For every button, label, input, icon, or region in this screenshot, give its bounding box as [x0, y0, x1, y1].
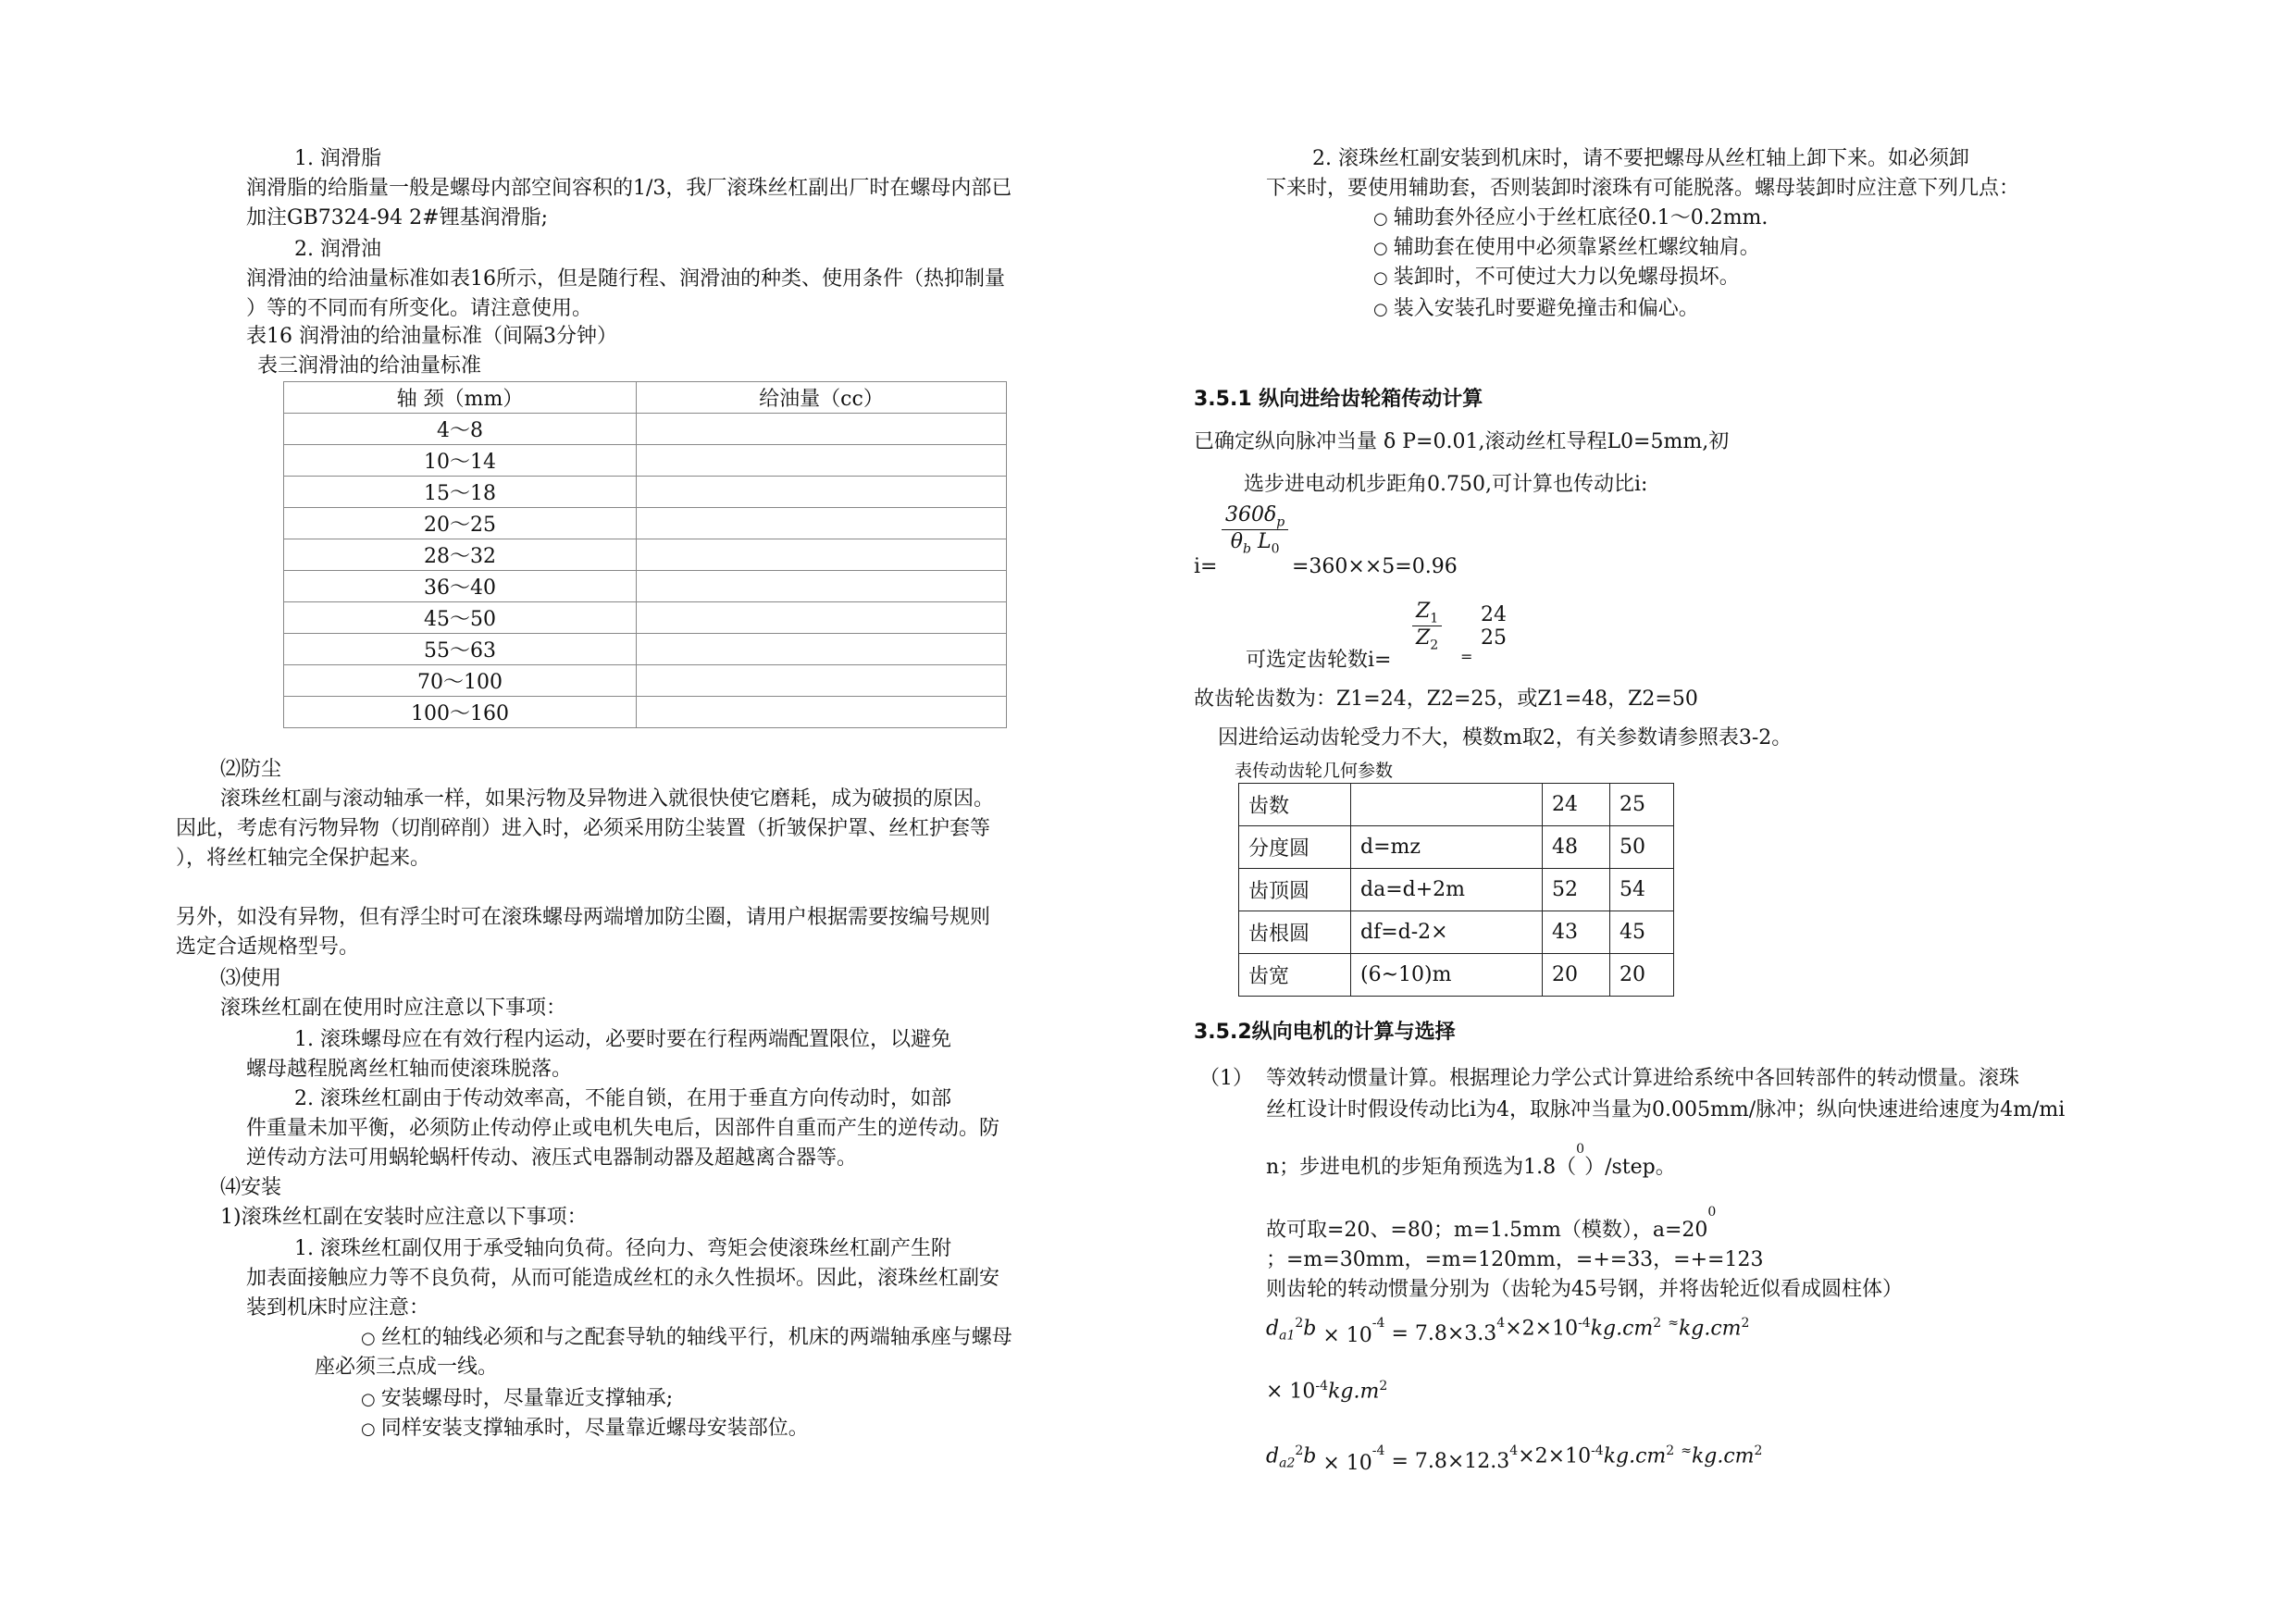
- bullet-icon: ○: [1373, 268, 1388, 288]
- table-row: [284, 634, 1007, 665]
- table-cell: 52: [1543, 869, 1610, 911]
- table-cell: 20: [1610, 954, 1674, 997]
- list-item: ○ 辅助套外径应小于丝杠底径0.1～0.2mm.: [1373, 206, 1769, 229]
- table-caption: 表三润滑油的给油量标准: [257, 354, 482, 378]
- paragraph-line: 滚珠丝杠副与滚动轴承一样，如果污物及异物进入就很快使它磨耗，成为破损的原因。: [220, 787, 995, 811]
- paragraph-line: 因进给运动齿轮受力不大，模数m取2，有关参数请参照表3-2。: [1218, 726, 1793, 750]
- formula-fraction: $\frac{Z_1}{Z_2}$: [1412, 600, 1442, 653]
- table-row: [284, 602, 1007, 634]
- table-cell: [637, 414, 1007, 445]
- bullet-icon: ○: [361, 1329, 376, 1348]
- paragraph-line: 下来时，要使用辅助套，否则装卸时滚珠有可能脱落。螺母装卸时应注意下列几点：: [1266, 177, 2020, 200]
- table-cell: 54: [1610, 869, 1674, 911]
- table-cell: 45: [1610, 911, 1674, 954]
- table-cell: 10～14: [284, 445, 637, 477]
- formula-text: =360××5=0.96: [1292, 555, 1458, 578]
- table-row: [284, 477, 1007, 508]
- paragraph-line: 选定合适规格型号。: [176, 935, 360, 959]
- table-row: [1239, 784, 1674, 826]
- paragraph-line: ；=m=30mm，=m=120mm，=+=33，=+=123: [1266, 1248, 1764, 1271]
- section-heading-dustproof: ⑵防尘: [220, 758, 282, 781]
- bullet-icon: ○: [1373, 300, 1388, 319]
- table-cell: 4～8: [284, 414, 637, 445]
- table-cell: 25: [1610, 784, 1674, 826]
- table-cell: 28～32: [284, 539, 637, 571]
- heading-lubricant-grease: 1. 润滑脂: [294, 147, 381, 170]
- paragraph-line: 已确定纵向脉冲当量 δ P=0.01,滚动丝杠导程L0=5mm,初: [1194, 430, 1730, 453]
- paragraph-line: 丝杠设计时假设传动比i为4，取脉冲当量为0.005mm/脉冲；纵向快速进给速度为4m/mi: [1266, 1098, 2066, 1121]
- paragraph-line: 则齿轮的转动惯量分别为（齿轮为45号钢，并将齿轮近似看成圆柱体）: [1266, 1278, 1903, 1301]
- paragraph-line: 故可取=20、=80；m=1.5mm（模数），$a=20^0$: [1266, 1204, 1717, 1242]
- table-row: [284, 697, 1007, 728]
- paragraph-line: 等效转动惯量计算。根据理论力学公式计算进给系统中各回转部件的转动惯量。滚珠: [1266, 1067, 2020, 1090]
- table-row: [1239, 826, 1674, 869]
- list-item: ○ 装卸时，不可使过大力以免螺母损坏。: [1373, 266, 1740, 289]
- paragraph-line: 1. 滚珠丝杠副仅用于承受轴向负荷。径向力、弯矩会使滚珠丝杠副产生附: [294, 1237, 951, 1260]
- heading-lubricant-oil: 2. 润滑油: [294, 238, 381, 261]
- list-item: ○ 丝杠的轴线必须和与之配套导轨的轴线平行，机床的两端轴承座与螺母: [361, 1326, 1012, 1349]
- section-heading-install: ⑷安装: [220, 1176, 282, 1199]
- list-item: ○ 安装螺母时，尽量靠近支撑轴承;: [361, 1387, 674, 1410]
- table-cell: [637, 602, 1007, 634]
- paragraph-line: 加注GB7324-94 2#锂基润滑脂;: [246, 206, 548, 229]
- table-cell: [637, 477, 1007, 508]
- paragraph-line: 选步进电动机步距角0.750,可计算也传动比i:: [1244, 473, 1648, 496]
- table-cell: 43: [1543, 911, 1610, 954]
- table-row: [284, 414, 1007, 445]
- paragraph-line: 件重量未加平衡，必须防止传动停止或电机失电后，因部件自重而产生的逆传动。防: [246, 1117, 1000, 1140]
- list-item: ○ 同样安装支撑轴承时，尽量靠近螺母安装部位。: [361, 1417, 809, 1440]
- table-row: [284, 445, 1007, 477]
- equation-inertia-2: $d_{a2}^2b \times 10^{-4} = 7.8\times 12.3^4\times 2\times 10^{-4}kg.cm^2$ $^\approx kg.cm^2$: [1266, 1443, 1763, 1476]
- table-cell: 45～50: [284, 602, 637, 634]
- formula-gear-select: [1246, 600, 1616, 674]
- table-cell: 100～160: [284, 697, 637, 728]
- formula-text: i=: [1194, 555, 1218, 578]
- paragraph-line: 加表面接触应力等不良负荷，从而可能造成丝杠的永久性损坏。因此，滚珠丝杠副安: [246, 1267, 1000, 1290]
- bullet-icon: ○: [1373, 239, 1388, 258]
- table-row: [284, 539, 1007, 571]
- table-cell: 70～100: [284, 665, 637, 697]
- table-cell: d=mz: [1351, 826, 1543, 869]
- bullet-icon: ○: [1373, 209, 1388, 229]
- table-cell: 36～40: [284, 571, 637, 602]
- table-cell: 15～18: [284, 477, 637, 508]
- paragraph-line: n；步进电机的步矩角预选为1.8（$^0$）/step。: [1266, 1141, 1676, 1179]
- table-header: 给油量（cc）: [637, 382, 1007, 414]
- table-cell: 20～25: [284, 508, 637, 539]
- table-cell: (6~10)m: [1351, 954, 1543, 997]
- paragraph-line: 螺母越程脱离丝杠轴而使滚珠脱落。: [246, 1058, 573, 1081]
- table-cell: [637, 665, 1007, 697]
- paragraph-line: 另外，如没有异物，但有浮尘时可在滚珠螺母两端增加防尘圈，请用户根据需要按编号规则: [176, 906, 991, 929]
- paragraph-line: 装到机床时应注意：: [246, 1296, 430, 1319]
- table-caption: 表16 润滑油的给油量标准（间隔3分钟）: [246, 325, 617, 348]
- table-row: [284, 508, 1007, 539]
- table-cell: 50: [1610, 826, 1674, 869]
- paragraph-line: 故齿轮齿数为：Z1=24，Z2=25，或Z1=48，Z2=50: [1194, 688, 1698, 711]
- table-cell: [1351, 784, 1543, 826]
- paragraph-line: 2. 滚珠丝杠副由于传动效率高，不能自锁，在用于垂直方向传动时，如部: [294, 1087, 951, 1110]
- table-cell: 48: [1543, 826, 1610, 869]
- paragraph-line: 润滑油的给油量标准如表16所示，但是随行程、润滑油的种类、使用条件（热抑制量: [246, 267, 1005, 291]
- table-row: [1239, 869, 1674, 911]
- formula-text: =: [1460, 648, 1473, 665]
- table-cell: [637, 539, 1007, 571]
- table-cell: [637, 445, 1007, 477]
- gear-parameter-table: [1238, 783, 1674, 997]
- section-heading-motor-calc: 3.5.2纵向电机的计算与选择: [1194, 1021, 1456, 1044]
- paragraph-line: 滚珠丝杠副在使用时应注意以下事项：: [220, 997, 567, 1020]
- table-cell: [637, 508, 1007, 539]
- table-row: [284, 665, 1007, 697]
- paragraph-line: 1. 滚珠螺母应在有效行程内运动，必要时要在行程两端配置限位，以避免: [294, 1028, 951, 1051]
- formula-fraction: $\frac{360\delta_p}{\theta_b L_0}$: [1222, 503, 1288, 557]
- list-item: ○ 装入安装孔时要避免撞击和偏心。: [1373, 297, 1699, 320]
- table-cell: 齿根圆: [1239, 911, 1351, 954]
- list-item: ○ 辅助套在使用中必须靠紧丝杠螺纹轴肩。: [1373, 236, 1760, 259]
- table-row: [1239, 954, 1674, 997]
- list-number: （1）: [1199, 1067, 1253, 1090]
- table-cell: 24: [1543, 784, 1610, 826]
- formula-text: 可选定齿轮数i=: [1246, 649, 1392, 672]
- table-cell: 齿数: [1239, 784, 1351, 826]
- bullet-icon: ○: [361, 1390, 376, 1409]
- bullet-icon: ○: [361, 1419, 376, 1439]
- table-row: [284, 382, 1007, 414]
- section-heading-use: ⑶使用: [220, 967, 282, 990]
- table-cell: 20: [1543, 954, 1610, 997]
- paragraph-line: ）等的不同而有所变化。请注意使用。: [246, 297, 593, 320]
- table-cell: da=d+2m: [1351, 869, 1543, 911]
- table-cell: [637, 697, 1007, 728]
- table-cell: df=d-2×: [1351, 911, 1543, 954]
- paragraph-line: 因此，考虑有污物异物（切削碎削）进入时，必须采用防尘装置（折皱保护罩、丝杠护套等: [176, 817, 991, 840]
- formula-fraction: 24 25: [1481, 603, 1507, 650]
- table-header: 轴 颈（mm）: [284, 382, 637, 414]
- table-cell: 分度圆: [1239, 826, 1351, 869]
- equation-inertia-1-continued: × $10^{-4}kg.m^2$: [1266, 1379, 1388, 1404]
- paragraph-line: 1)滚珠丝杠副在安装时应注意以下事项：: [220, 1206, 588, 1229]
- paragraph-line: 逆传动方法可用蜗轮蜗杆传动、液压式电器制动器及超越离合器等。: [246, 1146, 858, 1170]
- table-cell: [637, 634, 1007, 665]
- paragraph-line: 2. 滚珠丝杠副安装到机床时，请不要把螺母从丝杠轴上卸下来。如必须卸: [1312, 147, 1969, 170]
- oil-quantity-table: [283, 381, 1007, 728]
- table-caption: 表传动齿轮几何参数: [1235, 761, 1394, 781]
- paragraph-line: ），将丝杠轴完全保护起来。: [176, 847, 431, 870]
- table-row: [1239, 911, 1674, 954]
- paragraph-line: 润滑脂的给脂量一般是螺母内部空间容积的1/3，我厂滚珠丝杠副出厂时在螺母内部已: [246, 177, 1012, 200]
- table-cell: 齿宽: [1239, 954, 1351, 997]
- table-cell: 55～63: [284, 634, 637, 665]
- paragraph-line: 座必须三点成一线。: [315, 1356, 499, 1379]
- table-row: [284, 571, 1007, 602]
- table-cell: 齿顶圆: [1239, 869, 1351, 911]
- table-cell: [637, 571, 1007, 602]
- equation-inertia-1: $d_{a1}^2b \times 10^{-4} = 7.8\times 3.3^4\times 2\times 10^{-4}kg.cm^2$ $^\approx kg.cm^2$: [1266, 1316, 1750, 1348]
- section-heading-gear-calc: 3.5.1 纵向进给齿轮箱传动计算: [1194, 388, 1483, 411]
